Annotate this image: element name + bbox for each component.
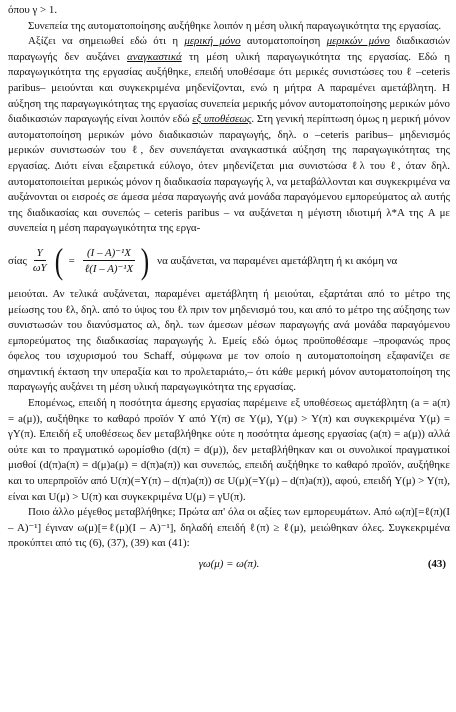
- paragraph-surplus-product: Επομένως, επειδή η ποσότητα άμεσης εργασίας παρέμεινε εξ υποθέσεως αμετάβλητη (a = a(π) = a(μ)), αυξήθηκε το καθαρό προϊόν Y από Y(π) σε Y(μ), Y(μ) > Y(π) και συγκεκριμένα Y(μ) = γY(π). Επειδή εξ υποθέσεως δεν μεταβλήθηκε ούτε η ποσότητα άμεσης εργασίας (a(π) = a(μ)) αλλά ούτε και το πραγματικό ωρομίσθιο (d(π) = d(μ)), δεν μεταβλήθηκαν και οι συνολικοί πραγματικοί μισθοί (d(π)a(π) = d(μ)a(μ) = d(π)a(π)) και συνεπώς, επειδή αυξήθηκε το καθαρό προϊόν, αυξήθηκε και το υπερπροϊόν από U(π)(=Y(π) – d(π)a(π)) σε U(μ)(=Y(μ) – d(π)a(π)), αφού, επειδή Y(μ) > Y(π), είναι και U(μ) > U(π) και συγκεκριμένα U(μ) = γU(π).: [8, 397, 450, 503]
- ratio-matrix-fraction: [81, 246, 137, 275]
- right-paren: ): [140, 240, 150, 281]
- equation-number: (43): [427, 558, 446, 570]
- fraction-denominator: ℓ(I – A)⁻¹X: [84, 263, 134, 276]
- text-run: . Στη γενική περίπτωση όμως η μερική μόνον αυτοματοποίηση μερικών μόνο διαδικασιών παραγωγής, δηλ. ο –ceteris paribus– μηδενισμός μερικών συνιστωσών του ℓ, δεν συνεπάγεται αναγκαστικά αύξηση της παραγωγικότητας της εργασίας. Διότι είναι εξαιρετικά εύλογο, ότεν μηδενίζεται μια συνιστώσα ℓλ του ℓ, όταν δηλ. αυτοματοποιείται μερικώς μόνον η διαδικασία παραγωγής λ, να μεταβάλλονται και συγκεκριμένα να αυξάνονται οι εισροές σε άμεσα μέσα παραγωγής ανά μονάδα παραγόμενου εμπορεύματος αλ αυτής της διαδικασίας και συνεπώς – ceteris paribus – να αυξάνεται η μέγιστη ιδιοτιμή λ*A της A με συνεπεία η μέση παραγωγικότητα της εργα-: [8, 113, 450, 235]
- emphasis-text: μερικών μόνο: [326, 35, 390, 48]
- emphasis-text: εξ υποθέσεως: [192, 113, 252, 126]
- paragraph-commodity-values: Ποιο άλλο μέγεθος μεταβλήθηκε; Πρώτα απ' όλα οι αξίες των εμπορευμάτων. Από ω(π)[=ℓ(π)(I – A)⁻¹] έγιναν ω(μ)[=ℓ(μ)(I – A)⁻¹], δηλαδή επειδή ℓ(π) ≥ ℓ(μ), μειώθηκαν όλες. Συγκεκριμένα προκύπτει από τις (6), (37), (39) και (41):: [8, 506, 450, 550]
- emphasis-text: αναγκαστικά: [127, 50, 182, 63]
- equation-text: γω(μ) = ω(π).: [198, 558, 260, 570]
- paragraph-intro: όπου γ > 1.: [8, 4, 58, 16]
- formula-suffix: να αυξάνεται, να παραμένει αμετάβλητη ή κι ακόμη να: [157, 254, 398, 267]
- emphasis-text: μερική μόνο: [184, 35, 241, 48]
- fraction-denominator: ωY: [32, 262, 47, 275]
- paragraph-partial-automation: [8, 34, 450, 237]
- paragraph-continuation: μειούται. Αν τελικά αυξάνεται, παραμένει αμετάβλητη ή μειούται, εξαρτάται από το μέτρο της μείωσης του ℓλ, δηλ. από το ύψος του ℓλ πριν τον μηδενισμό του, και από το μέτρο της αύξησης των συνιστωσών του διανύσματος αλ, δηλ. των άμεσων μέσων παραγωγής ανά μονάδα παραγόμενου εμπορεύματος της διαδικασίας παραγωγής λ. Εμείς εδώ όμως προϋποθέσαμε –προφανώς προς όφελος του ισχυρισμού του Schaff, σύμφωνα με τον οποίο η αυτοματοποίηση εξαφανίζει σε σημαντική έκταση την υπεραξία και το προλεταριάτο,– ότι κάθε μερική μόνον αυτοματοποίηση της παραγωγής αυξάνει τη μέση υλική παραγωγικότητα της εργασίας.: [8, 287, 450, 394]
- text-run: αυτοματοποίηση: [240, 35, 327, 48]
- left-paren: (: [54, 240, 63, 281]
- text-run: τη μέση υλική παραγωγικότητα της εργασίας. Εδώ η παραγωγικότητα της εργασίας αυξήθηκε, επειδή υποθέσαμε ότι μερικές συνιστώσες του ℓ –ceteris paribus– μειούνται και συγκεκριμένα μηδενίζονται, ενώ η μήτρα A παραμένει αμετάβλητη. Η αύξηση της παραγωγικότητας της εργασίας συνεπεία μερικής μόνον αυτοματοποίησης μερικών μόνο διαδικασιών παραγωγής είναι λοιπόν εδώ: [8, 50, 451, 126]
- text-run: διαδικασιών παραγωγής δεν αυξάνει: [8, 35, 451, 63]
- formula-prefix: σίας: [8, 254, 27, 267]
- fraction-numerator: Y: [34, 247, 46, 261]
- ratio-y-over-omega-y: [30, 247, 50, 274]
- equals-sign: =: [68, 254, 75, 267]
- fraction-numerator: (I – A)⁻¹X: [83, 246, 135, 261]
- inline-formula-line: [8, 239, 450, 283]
- text-run: Αξίζει να σημειωθεί εδώ ότι η: [28, 35, 185, 48]
- paragraph-productivity: Συνεπεία της αυτοματοποίησης αυξήθηκε λοιπόν η μέση υλική παραγωγικότητα της εργασίας.: [28, 19, 442, 32]
- equation-43: [8, 558, 450, 570]
